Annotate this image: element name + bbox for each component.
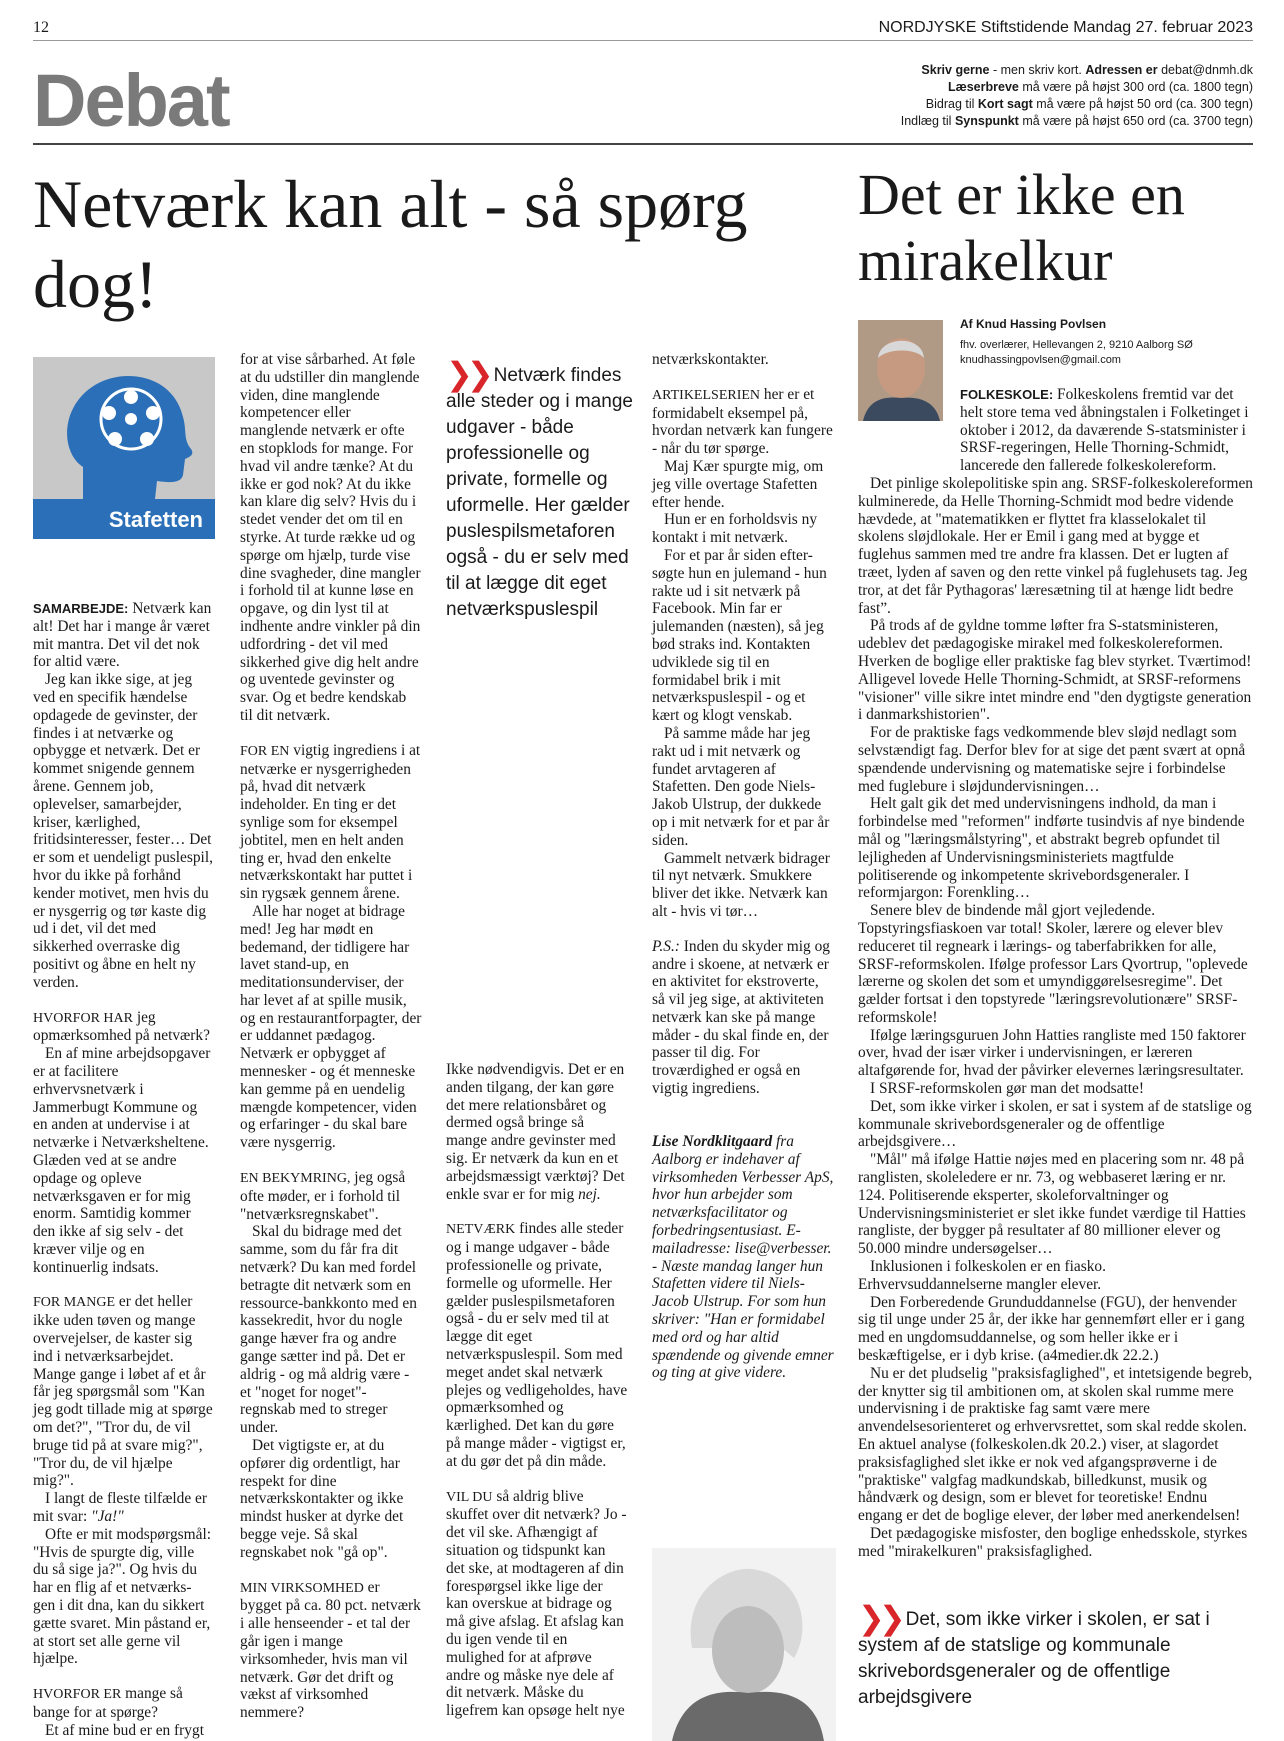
paragraph <box>858 1027 1253 1080</box>
paragraph <box>858 1080 1253 1098</box>
text-text: For de praktiske fags vedkommende blev sløjd nedlagt som selvstændigt fag. Derfor blev for at sige det pænt svært at opnå spændende undervisning og matematiske sejre i forbindelse med fuglebure i sløjdundervisningen… <box>858 724 1246 795</box>
text-text: På trods af de gyldne tomme løfter fra S-statsministeren, udeblev det pædagogiske mirakel med folkeskolereformen. Hverken de boglige eller praktiske fag blev styrket. Tværtimod! Alligevel lovede Helle Thorning-Schmidt, at SRSF-reformens "visioner" ville sikre intet mindre end "den dygtigste generation i danmarkshistorien". <box>858 617 1252 724</box>
head-network-icon <box>33 357 215 499</box>
paragraph <box>240 1169 422 1223</box>
quote-arrow-icon: ❯❯ <box>446 356 488 392</box>
caps-text: FOR EN <box>240 743 290 759</box>
rule-fragment: - men skriv kort. <box>989 63 1086 77</box>
text-text: Ofte er mit modspørgsmål: "Hvis de spurgte dig, ville du så sige ja?". Og hvis du har en flig af et netværks-gen i dit dna, kan du sikkert gætte svaret. Min påstand er, at stort set alle gerne vil hjælpe. <box>33 1525 211 1668</box>
rule-fragment: må være på højst 50 ord (ca. 300 tegn) <box>1032 97 1253 111</box>
quote-arrow-icon: ❯❯ <box>858 1600 900 1636</box>
text-text: findes alle steder og i mange udgaver - både professionelle og private, formelle og uformelle. Her gælder puslespilsmetaforen også - du er selv med til at lægge dit eget netværkspuslespil. Som med meget andet skal netværk plejes og vedligeholdes, have opmærksomhed og kærlighed. Det kan du gøre på mange måder - vigtigst er, at du gør det på din måde. <box>446 1220 628 1470</box>
caps-text: NETVÆRK <box>446 1222 516 1238</box>
text-text: jeg opmærksomhed på netværk? <box>33 1008 210 1045</box>
text-text: Inden du skyder mig og andre i skoene, at netværk er en aktivitet for ekstroverte, så vil jeg sige, at aktiviteten netværk kan ske på mange måder - du skal finde en, der passer til dig. For troværdighed er også en vigtig ingrediens. <box>652 937 830 1098</box>
paragraph <box>240 1437 422 1562</box>
text-text: for at vise sårbarhed. At føle at du udstiller din manglende viden, dine manglende kompetencer eller manglende netværk er ofte en stopklods for mange. For hvad vil andre tænke? At du ikke er god nok? At du ikke kan klare dig selv? Hvis du i stedet vender det om til en styrke. At turde række ud og spørge om hjælp, turde vise dine svagheder, dine mangler i forhold til at kunne løse en opgave, og din lyst til at indhente andre vinkler på din udfordring - det vil med sikkerhed give dig helt andre og uventede gevinster og svar. Og et bedre kendskab til dit netværk. <box>240 351 421 724</box>
caps-text: EN BEKYMRING, <box>240 1171 351 1187</box>
paragraph <box>858 902 1253 1027</box>
text-text: Helt galt gik det med undervisningens indhold, da man i forbindelse med "reformen" indførte tusindvis af nye bindende mål og "læringsmålstyring", et abstrakt begreb opfundet til lejligheden af Undervisningsministeriets magtfulde politiserende og inkompetente skrivebordsgeneraler. I reformjargon: Forenkling… <box>858 795 1245 902</box>
bio-name: Lise Nordklitgaard <box>652 1133 773 1150</box>
paragraph <box>652 351 834 369</box>
text-text: Det pinlige skolepolitiske spin ang. SRSF-folkeskolereformen kulminerede, da Helle Thorning-Schmidt mod bedre vidende hævdede, at "matematikken er flyttet fra klasselokalet til skolens sløjdlokale. Her er Emil i gang med at bygge et fuglehus sammen med tre andre fra klassen. Det er lugten af træet, lyden af saven og den rette vinkel på fuglehusets tag. Jeg tror, at det får Pythagoras' læresætning til at hænge lidt bedre fast”. <box>858 474 1254 617</box>
text-text: Skal du bidrage med det samme, som du får fra dit netværk? Du kan med fordel betragte dit netværk som en ressource-bankkonto med en kassekredit, hvor du nogle gange hæver fra og andre gange sætter ind på. Det er aldrig - og må aldrig være - et "noget for noget"-regnskab med to streger under. <box>240 1223 417 1437</box>
rule-fragment: Læserbreve <box>947 80 1019 94</box>
paragraph <box>240 1579 422 1722</box>
author-bio <box>652 1133 836 1382</box>
paragraph <box>858 795 1253 902</box>
rule-fragment: debat@dnmh.dk <box>1157 63 1253 77</box>
paragraph <box>33 1685 213 1722</box>
text-text: Ifølge læringsguruen John Hatties rangliste med 150 faktorer over, hvad der især virker i undervisningen, er læreren altafgørende for, hvad der påvirker elevernes læringsresultater. <box>858 1026 1246 1080</box>
paragraph <box>858 1365 1253 1525</box>
rule-fragment: Bidrag til <box>925 97 978 111</box>
paragraph <box>858 617 1253 724</box>
paragraph <box>652 386 834 458</box>
paragraph <box>33 1045 213 1276</box>
text-text: Inklusionen i folkeskolen er en fiasko. Erhvervsuddannelserne mangler elever. <box>858 1258 1106 1293</box>
text-text: er det heller ikke uden tøven og mange overvejelser, de kaster sig ind i netværksarbejdet. Mange gange i løbet af et år får jeg spørgsmål som "Kan jeg godt tillade mig at spørge om det?", "Tror du, de vil bruge tid på at svare mig?", "Tror du, de vil hjælpe mig?". <box>33 1293 213 1490</box>
text-text: Alle har noget at bidrage med! Jeg har mødt en bedemand, der tidligere har lavet stand-up, en meditationsunderviser, der har levet af at spille musik, og en restaurantforpagter, der er uddannet pædagog. Netværk er opbygget af mennesker - og ét menneske kan gemme på en uendelig mængde kompetencer, viden og erfaringer - du skal bare være nysgerrig. <box>240 902 422 1152</box>
text-text: Den Forberedende Grunduddannelse (FGU), der henvender sig til unge under 25 år, der ikke har gennemført eller er i gang med en ungdomsuddannelse, og som heller ikke er i beskæftigelse, er i dyb krise. (a4medier.dk 22.2.) <box>858 1293 1245 1365</box>
text-text: Det vigtigste er, at du opfører dig ordentligt, har respekt for dine netværkskontakter og ikke mindst husker at dyrke det begge veje. Så skal regnskabet nok "gå op". <box>240 1437 404 1561</box>
left-pull-quote <box>446 356 634 623</box>
em-text: "Ja!" <box>91 1508 124 1526</box>
paragraph <box>33 1490 213 1526</box>
text-text: Maj Kær spurgte mig, om jeg ville overtage Stafetten efter hende. <box>652 457 824 511</box>
text-text: Et af mine bud er en frygt <box>45 1721 204 1739</box>
right-article-body <box>858 386 1253 1561</box>
text-text: For et par år siden efter-søgte hun en julemand - hun rakte ud i sit netværk på Facebook. Min far er julemanden (næsten), så jeg bød straks ind. Kontakten udviklede sig til en formidabel brik i mit netværkspuslespil - og et kært og klogt venskab. <box>652 546 827 725</box>
text-text: Folkeskolens fremtid var det helt store tema ved åbningstalen i Folketinget i oktober i 2012, da daværende S-statsminister i SRSF-regeringen, Helle Thorning-Schmidt, lancerede den fallerede folkeskolereform. <box>960 386 1249 475</box>
paragraph <box>858 1525 1253 1561</box>
text-text: Nu er det pludselig "praksisfaglighed", et intetsigende begreb, der knytter sig til ambitionen om, at skolen skal rumme mere undervisning i de praktiske fag samt være mere anvendelsesorienteret og erhvervsrettet, som skal redde skolen. En aktuel analyse (folkeskolen.dk 20.2.) viser, at slagordet praksisfaglighed slet ikke er nok ved afgangsprøverne i de "praktiske" valgfag madkundskab, billedkunst, musik og håndværk og design, som er blevet for teoretiske! Endnu engang er det de boglige elever, der løber med anerkendelsen! <box>858 1364 1253 1525</box>
text-text: Ikke nødvendigvis. Det er en anden tilgang, der kan gøre det mere relationsbåret og dermed også bringe så mange andre gevinster med sig. Er netværk da kun en et arbejdsmæssigt værktøj? Det enkle svar er for mig <box>446 1061 625 1203</box>
paragraph <box>33 600 213 671</box>
rule-fragment: må være på højst 650 ord (ca. 3700 tegn) <box>1018 114 1253 128</box>
text-text: her er et formidabelt eksempel på, hvordan netværk kan fungere - når du tør spørge. <box>652 385 833 458</box>
text-text: Senere blev de bindende mål gjort vejledende. Topstyringsfiaskoen var total! Skoler, lærere og elever blev reduceret til regneark i lærings- og taberfabrikken for alle, SRSF-reformskolen. Ifølge professor Lars Qvortrup, "oplevede lærerne og skolen det som et umyndiggørelsesregime". Det gælder fortsat i den topstyrede "læringsrevolutionære" SRSF-reformskole! <box>858 902 1248 1026</box>
rule-fragment: Adressen er <box>1085 63 1158 77</box>
author-photo-lise <box>652 1548 836 1741</box>
kicker-text: FOLKESKOLE: <box>960 387 1054 402</box>
portrait-image <box>652 1548 836 1741</box>
author-byline <box>960 317 1260 368</box>
text-text: En af mine arbejdsopgaver er at facilitere erhvervsnetværk i Jammerbugt Kommune og en anden at undervise i at netværke i Netværksheltene. Glæden ved at se andre opdage og opleve netværksgaven er for mig enorm. Samtidig kommer den ikke af sig selv - det kræver vilje og en kontinuerlig indsats. <box>33 1045 211 1276</box>
paragraph <box>240 903 422 1152</box>
text-text: mange så bange for at spørge? <box>33 1685 183 1722</box>
paragraph <box>33 1722 213 1740</box>
paragraph <box>858 1294 1253 1365</box>
rule-fragment: Skriv gerne <box>921 63 990 77</box>
text-text: vigtig ingrediens i at netværke er nysgerrigheden på, hvad dit netværk indeholder. En ting er det synlige som for eksempel jobtitel, men en helt anden ting er, hvad den enkelte netværkskontakt har puttet i sin rygsæk gennem årene. <box>240 741 421 903</box>
pull-quote-text: Netværk findes alle steder og i mange udgaver - både professionelle og private, formelle og uformelle. Her gælder puslespilsmetaforen også - du er selv med til at lægge dit eget netværkspuslespil <box>446 365 633 620</box>
paragraph <box>33 1293 213 1490</box>
paragraph <box>652 938 834 1098</box>
caps-text: MIN VIRKSOMHED <box>240 1580 364 1596</box>
rule-line <box>901 79 1253 96</box>
text-text: I langt de fleste tilfælde er mit svar: <box>33 1490 207 1526</box>
rule-line <box>901 62 1253 79</box>
logo-label: Stafetten <box>33 499 215 539</box>
paragraph <box>33 1526 213 1668</box>
submission-rules <box>901 62 1253 130</box>
pull-quote-text: Det, som ikke virker i skolen, er sat i system af de statslige og kommunale skrivebordsgeneraler og de offentlige arbejdsgivere <box>858 1609 1210 1708</box>
caps-text: ARTIKELSERIEN <box>652 387 761 403</box>
paragraph <box>33 671 213 991</box>
text-text: jeg også ofte møder, er i forhold til "netværksregnskabet". <box>240 1169 406 1223</box>
stafetten-logo <box>33 357 215 539</box>
rule-line <box>901 96 1253 113</box>
left-article-column-4 <box>652 351 834 1098</box>
text-text: Det, som ikke virker i skolen, er sat i system af de statslige og kommunale skrivebordsgeneraler og de offentlige arbejdsgivere… <box>858 1097 1252 1151</box>
left-article-column-1 <box>33 600 213 1740</box>
rule-line <box>901 113 1253 130</box>
caps-text: FOR MANGE <box>33 1295 116 1311</box>
paragraph <box>446 1220 628 1470</box>
paragraph <box>960 386 1253 475</box>
page-number: 12 <box>33 19 49 36</box>
paragraph <box>652 547 834 725</box>
kicker-text: SAMARBEJDE: <box>33 601 129 616</box>
text-text: så aldrig blive skuffet over dit netværk? Jo - det vil ske. Afhængigt af situation og tidspunkt kan det ske, at modtageren af din forespørgsel ikke lige der kan overskue at bidrage og må give afslag. Et afslag kan du igen vende til en mulighed for at afprøve andre og måske nye dele af dit netværk. Måske du ligefrem kan opsøge helt nye <box>446 1487 627 1720</box>
caps-text: VIL DU <box>446 1489 493 1505</box>
paragraph <box>652 850 834 921</box>
text-text: netværkskontakter. <box>652 351 769 368</box>
paragraph <box>652 725 834 850</box>
paragraph <box>858 1258 1253 1294</box>
left-article-column-2 <box>240 351 422 1722</box>
author-name: Af Knud Hassing Povlsen <box>960 317 1107 331</box>
left-headline: Netværk kan alt - så spørg dog! <box>33 166 748 322</box>
text-text: Det pædagogiske misfoster, den boglige enhedsskole, styrkes med "mirakelkuren" praksisfaglighed. <box>858 1525 1248 1560</box>
paragraph <box>652 458 834 511</box>
left-article-column-3 <box>446 1061 628 1720</box>
text-text: er bygget på ca. 80 pct. netværk i alle henseender - et tal der går igen i mange virksomheder, hvis man vil netværk. Gør det drift og vækst af virksomhed nemmere? <box>240 1578 421 1722</box>
paragraph <box>858 724 1253 795</box>
paragraph <box>240 1223 422 1437</box>
right-pull-quote <box>858 1600 1258 1711</box>
top-rule <box>33 40 1253 41</box>
section-rule <box>33 143 1253 145</box>
caps-text: HVORFOR ER <box>33 1687 122 1703</box>
bio-text: fra Aalborg er indehaver af virksomheden Verbesser ApS, hvor hun arbejder som netværksfacilitator og forbedringsentusiast. E-mailadresse: lise@verbesser. - Næste mandag langer hun Stafetten videre til Niels-Jacob Ulstrup. For som hun skriver: "Han er formidabel med ord og har altid spændende og givende emner og ting at give videre. <box>652 1133 834 1382</box>
paragraph <box>446 1488 628 1720</box>
text-text: Gammelt netværk bidrager til nyt netværk. Smukkere bliver det ikke. Netværk kan alt - hvis vi tør… <box>652 849 830 920</box>
caps-text: HVORFOR HAR <box>33 1010 133 1026</box>
author-address: fhv. overlærer, Hellevangen 2, 9210 Aalborg SØ <box>960 339 1193 351</box>
paragraph <box>858 475 1253 617</box>
rule-fragment: Indlæg til <box>900 114 955 128</box>
paragraph <box>858 1098 1253 1151</box>
section-title: Debat <box>33 59 229 142</box>
paragraph <box>240 742 422 903</box>
text-text: Hun er en forholdsvis ny kontakt i mit netværk. <box>652 511 818 547</box>
author-email: knudhassingpovlsen@gmail.com <box>960 354 1121 366</box>
paragraph <box>446 1061 628 1203</box>
text-text: "Mål" må ifølge Hattie nøjes med en placering som nr. 48 på ranglisten, skoleledere er nr. 73, og webbaseret læring er nr. 124. Politiserende eksperter, skoleforvaltninger og Undervisningsministeriet er slet ikke fundet værdige til Hatties rangliste, der bygger på resultater af 80 millioner elever og 50.000 mindre undersøgelser… <box>858 1151 1246 1258</box>
em-text: P.S.: <box>652 937 680 955</box>
paragraph <box>858 1151 1253 1258</box>
paragraph <box>33 1009 213 1046</box>
right-headline: Det er ikke en mirakelkur <box>858 162 1185 293</box>
paragraph <box>240 351 422 725</box>
text-text: På samme måde har jeg rakt ud i mit netværk og fundet arvtageren af Stafetten. Den gode Niels-Jakob Ulstrup, der dukkede op i mit netværk for et par år siden. <box>652 724 830 849</box>
text-text: I SRSF-reformskolen gør man det modsatte! <box>870 1080 1144 1098</box>
rule-fragment: Synspunkt <box>954 114 1019 128</box>
rule-fragment: må være på højst 300 ord (ca. 1800 tegn) <box>1018 80 1253 94</box>
rule-fragment: Kort sagt <box>977 97 1033 111</box>
text-text: Netværk kan alt! Det har i mange år været mit mantra. Det vil det nok for altid være. <box>33 600 212 671</box>
masthead: NORDJYSKE Stiftstidende Mandag 27. februar 2023 <box>878 19 1253 36</box>
paragraph <box>652 511 834 547</box>
text-text: Jeg kan ikke sige, at jeg ved en specifik hændelse opdagede de gevinster, der findes i at netværke og opbygge et netværk. Det er kommet snigende gennem årene. Gennem job, oplevelser, samarbejder, kriser, kærlighed, fritidsinteresser, fester… Det er som et uendeligt puslespil, hvor du ikke på forhånd kender motivet, men hvis du er nysgerrig og tør kaste dig ud i det, vil det med sikkerhed overraske dig positivt og åbne en helt ny verden. <box>33 671 213 991</box>
em-text: nej. <box>578 1185 601 1203</box>
